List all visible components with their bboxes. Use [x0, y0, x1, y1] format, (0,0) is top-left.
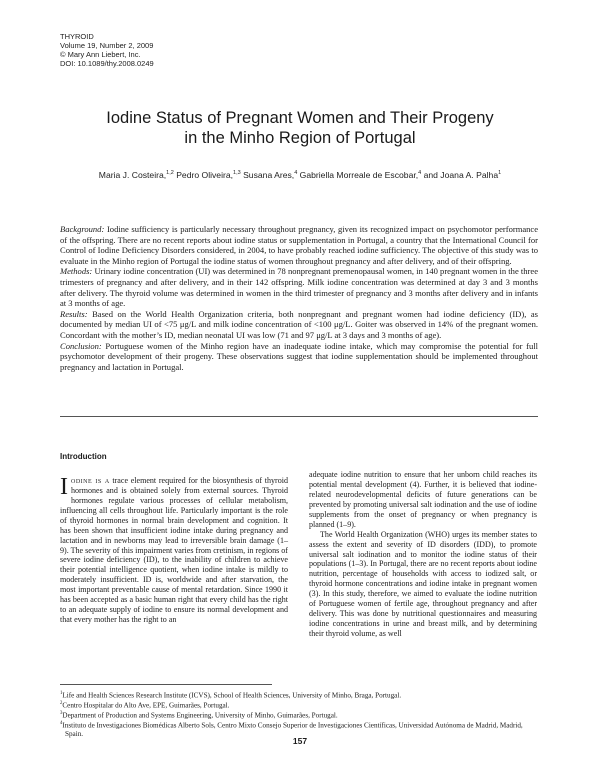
abstract	[60, 224, 538, 372]
intro-paragraph-1	[60, 473, 289, 625]
footnote-marker: 3	[60, 710, 63, 716]
abstract-methods	[60, 266, 538, 308]
intro-paragraph-2: The World Health Organization (WHO) urges its member states to assess the extent and severity of ID disorders (IDD), to promote universal salt iodination and to monitor the iodine status of their populations (1–3). In Portugal, there are no recent reports about iodine nutrition, percentage of households with access to iodized salt, or thyroid hormone concentrations and iodine intake in pregnant women (3). In this study, therefore, we aimed to evaluate the iodine nutrition of Portuguese women of fertile age, throughout pregnancy and after delivery. This was done by nutritional questionnaires and measuring iodine concentrations in urine and breast milk, and by determining their thyroid volume, as well	[309, 529, 537, 638]
author-affiliation: 1,3	[233, 170, 241, 177]
author-affiliation: 4	[294, 170, 298, 177]
author-name: Pedro Oliveira,	[176, 170, 234, 180]
author-affiliation: 1,2	[166, 170, 174, 177]
title-line-1: Iodine Status of Pregnant Women and Their Progeny	[106, 109, 494, 127]
footnote-marker: 2	[60, 700, 63, 706]
journal-publisher: © Mary Ann Liebert, Inc.	[60, 50, 141, 59]
author-name: and Joana A. Palha	[423, 170, 499, 180]
footnote-item	[60, 710, 538, 720]
intro-paragraph-1-continued: adequate iodine nutrition to ensure that her unborn child reaches its potential mental development (4). Further, it is believed that iodine-related neurodevelopmental deficits of future generations can be prevented by promoting universal salt iodination and the use of iodine supplements from the onset of pregnancy or when pregnancy is planned (1–9).	[309, 470, 537, 529]
right-column	[309, 470, 537, 639]
journal-name: THYROID	[60, 32, 94, 41]
journal-header	[60, 32, 154, 68]
footnote-item	[60, 690, 538, 700]
author-name: Gabriella Morreale de Escobar,	[299, 170, 419, 180]
footnote-marker: 1	[60, 691, 63, 696]
footnote-text: Life and Health Sciences Research Institute (ICVS), School of Health Sciences, University of Minho, Braga, Portugal.	[62, 691, 402, 700]
abstract-background-label: Background:	[60, 224, 105, 234]
author-affiliation: 4	[418, 170, 422, 177]
lead-in-smallcaps: odine is a	[71, 475, 110, 485]
left-column	[60, 452, 288, 625]
abstract-results	[60, 309, 538, 341]
abstract-background	[60, 224, 538, 266]
abstract-divider	[60, 416, 538, 417]
abstract-conclusion	[60, 341, 538, 373]
drop-cap: I	[60, 473, 68, 500]
page-number: 157	[292, 736, 308, 746]
footnote-text: Centro Hospitalar do Alto Ave, EPE, Guimarães, Portugal.	[62, 701, 230, 710]
footnote-divider	[60, 684, 272, 685]
abstract-conclusion-text: Portuguese women of the Minho region have an inadequate iodine intake, which may compromise the potential for full psychomotor development of their progeny. These observations suggest that iodine supplementation should be implemented throughout pregnancy and lactation in Portugal.	[60, 340, 538, 372]
journal-doi: DOI: 10.1089/thy.2008.0249	[60, 59, 154, 68]
footnote-marker: 4	[60, 720, 63, 726]
author-list	[40, 170, 560, 180]
abstract-conclusion-label: Conclusion:	[60, 340, 102, 351]
author-affiliation: 1	[498, 170, 502, 177]
abstract-methods-text: Urinary iodine concentration (UI) was determined in 78 nonpregnant premenopausal women, in 140 pregnant women in the three trimesters of pregnancy and after delivery, and in their 142 offspring. Milk iodine concentration was determined at day 3 and 3 months after delivery. The thyroid volume was determined in women in the third trimester of pregnancy and 3 months after delivery and in infants at 3 months of age.	[60, 266, 538, 309]
abstract-background-text: Iodine sufficiency is particularly necessary throughout pregnancy, given its recognized impact on psychomotor performance of the offspring. There are no recent reports about iodine status or supplementation in Portugal, a country that the International Council for Control of Iodine Deficiency Disorders considered, in 2004, to have probably reached iodine sufficiency. The objective of this study was to evaluate in the Minho region of Portugal the iodine status of women throughout pregnancy and after delivery, and of their offspring.	[60, 224, 538, 266]
abstract-results-label: Results:	[60, 308, 88, 319]
section-heading-introduction: Introduction	[60, 452, 107, 461]
author-name: Susana Ares,	[243, 170, 295, 180]
author-name: Maria J. Costeira,	[98, 170, 167, 180]
abstract-results-text: Based on the World Health Organization criteria, both nonpregnant and pregnant women had iodine deficiency (ID), as documented by median UI of <75 μg/L and milk iodine concentration of <100 μg/L. Goiter was observed in 14% of the pregnant women. Concordant with the mother’s ID, median neonatal UI was low (71 and 97 μg/L at 3 days and 3 months of age).	[60, 308, 539, 340]
intro-paragraph-1-text: trace element required for the biosynthesis of thyroid hormones and is obtained solely from external sources. Thyroid hormones regulate various processes of cellular metabolism, influencing all cells throughout life. Particularly important is the role of thyroid hormones in normal brain development and cognition. It has been shown that insufficient iodine intake during pregnancy and lactation and in newborns may lead to irreversible brain damage (1–9). The severity of this impairment varies from cretinism, in regions of severe iodine deficiency (ID), to the inability of children to achieve their potential intelligence quotient, when iodine intake is mildly to moderately insufficient. ID is, worldwide and after starvation, the most important preventable cause of mental retardation. Since 1990 it has been accepted as a basic human right that every child has the right to an adequate supply of iodine to ensure its normal development and that every mother has the right to an	[60, 475, 289, 625]
title-line-2: in the Minho Region of Portugal	[184, 129, 416, 147]
article-title	[60, 108, 540, 148]
footnote-text: Instituto de Investigaciones Biomédicas Alberto Sols, Centro Mixto Consejo Superior de Investigaciones Científicas, Universidad Autónoma de Madrid, Madrid, Spain.	[62, 721, 523, 738]
affiliation-footnotes	[60, 690, 538, 738]
footnote-text: Department of Production and Systems Engineering, University of Minho, Guimarães, Portugal.	[62, 711, 338, 720]
journal-volume: Volume 19, Number 2, 2009	[60, 41, 154, 50]
footnote-item	[60, 700, 538, 710]
abstract-methods-label: Methods:	[60, 266, 93, 277]
